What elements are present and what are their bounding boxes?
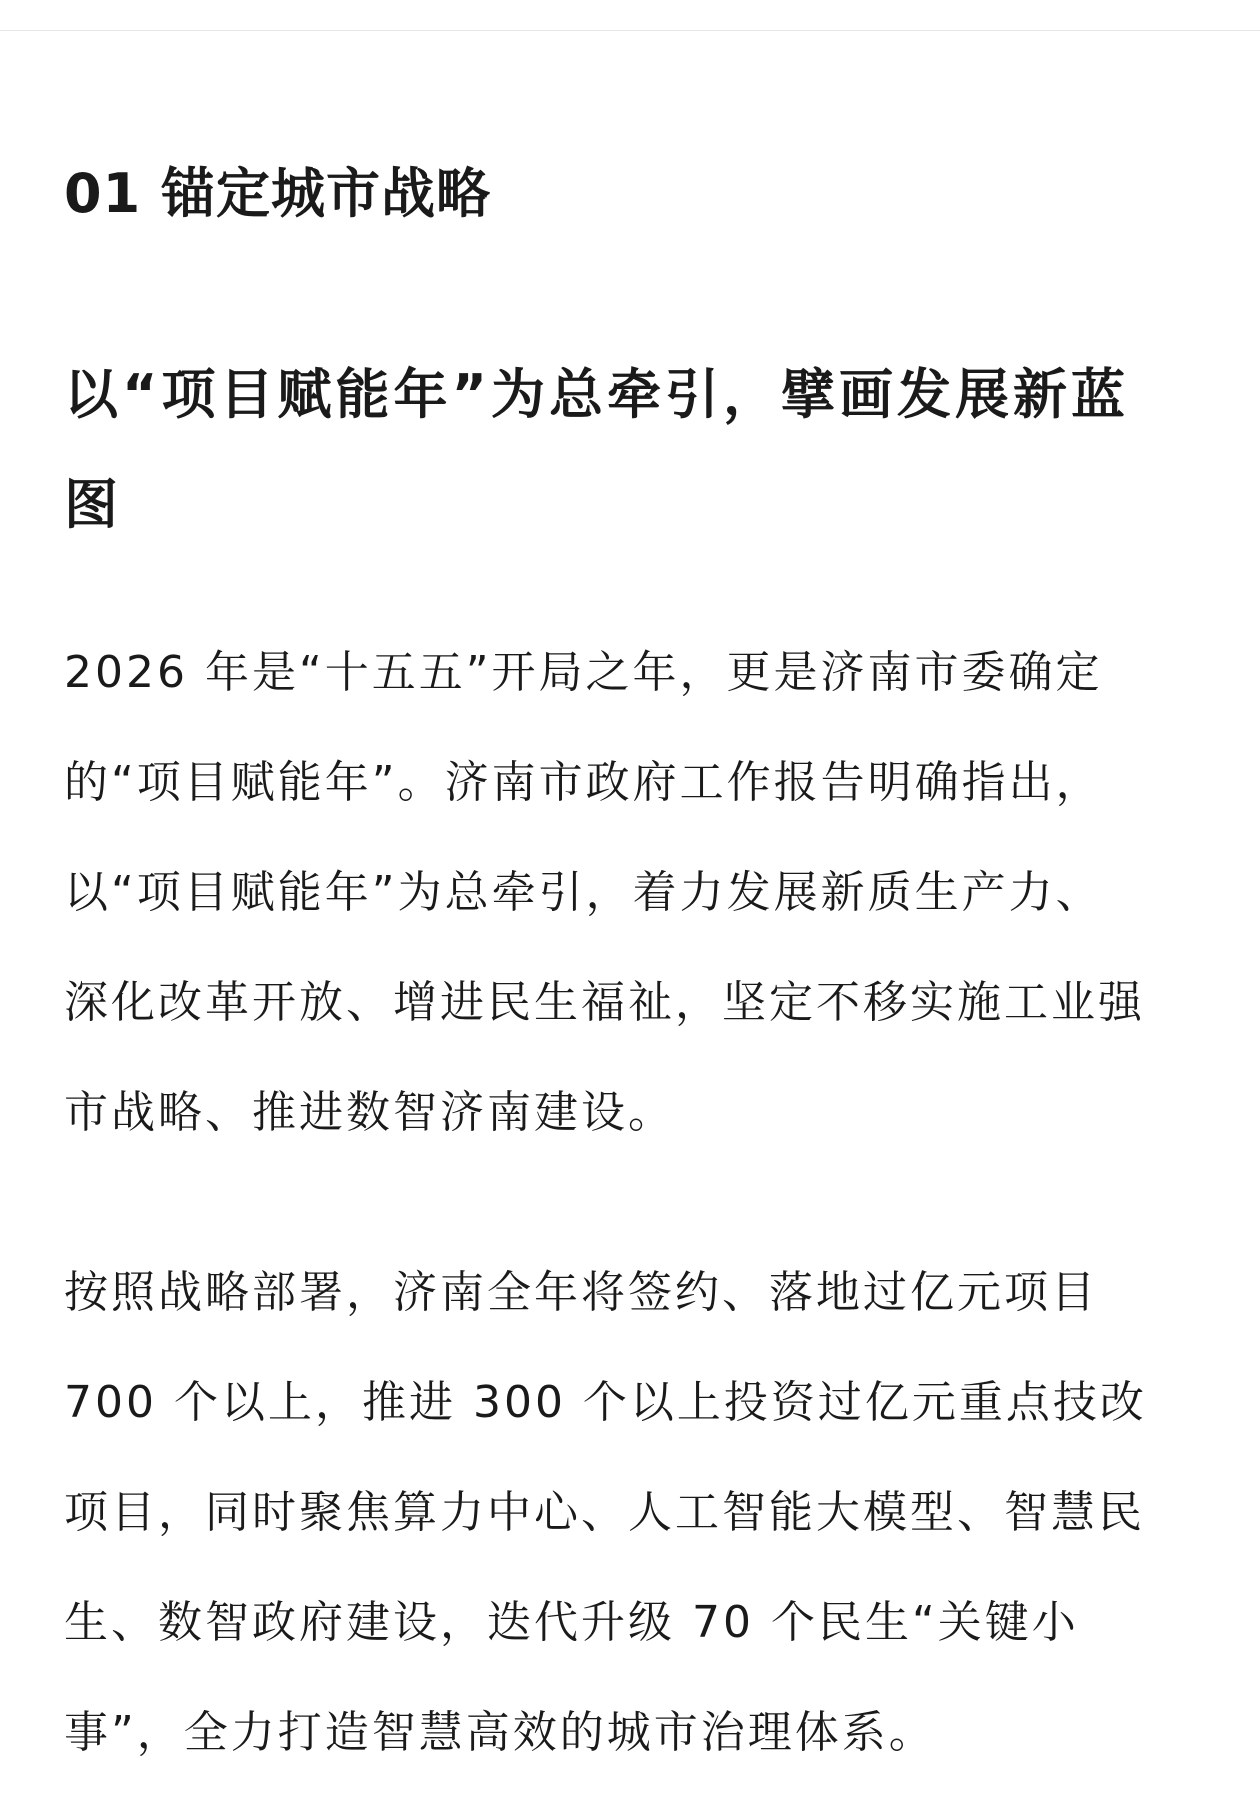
sub-heading bbox=[64, 340, 1196, 560]
paragraph-line: 以“项目赋能年”为总牵引，着力发展新质生产力、 bbox=[64, 867, 1103, 918]
paragraph-line: 深化改革开放、增进民生福祉，坚定不移实施工业强 bbox=[64, 977, 1145, 1028]
paragraph-line: 的“项目赋能年”。济南市政府工作报告明确指出， bbox=[64, 757, 1103, 808]
sub-heading-line: 图 bbox=[64, 473, 122, 536]
paragraph bbox=[64, 618, 1196, 1168]
paragraph-line: 生、数智政府建设，迭代升级 70 个民生“关键小 bbox=[64, 1597, 1079, 1648]
paragraph-line: 市战略、推进数智济南建设。 bbox=[64, 1087, 675, 1138]
sub-heading-line: 以“项目赋能年”为总牵引，擘画发展新蓝 bbox=[64, 363, 1129, 426]
paragraph-line: 项目，同时聚焦算力中心、人工智能大模型、智慧民 bbox=[64, 1487, 1145, 1538]
paragraph-line: 2026 年是“十五五”开局之年，更是济南市委确定 bbox=[64, 647, 1103, 698]
paragraph-line: 按照战略部署，济南全年将签约、落地过亿元项目 bbox=[64, 1267, 1098, 1318]
top-divider bbox=[0, 30, 1260, 31]
paragraph-line: 700 个以上，推进 300 个以上投资过亿元重点技改 bbox=[64, 1377, 1147, 1428]
paragraph-line: 事”，全力打造智慧高效的城市治理体系。 bbox=[64, 1707, 936, 1758]
paragraph bbox=[64, 1238, 1196, 1788]
section-heading: 01 锚定城市战略 bbox=[64, 162, 491, 225]
